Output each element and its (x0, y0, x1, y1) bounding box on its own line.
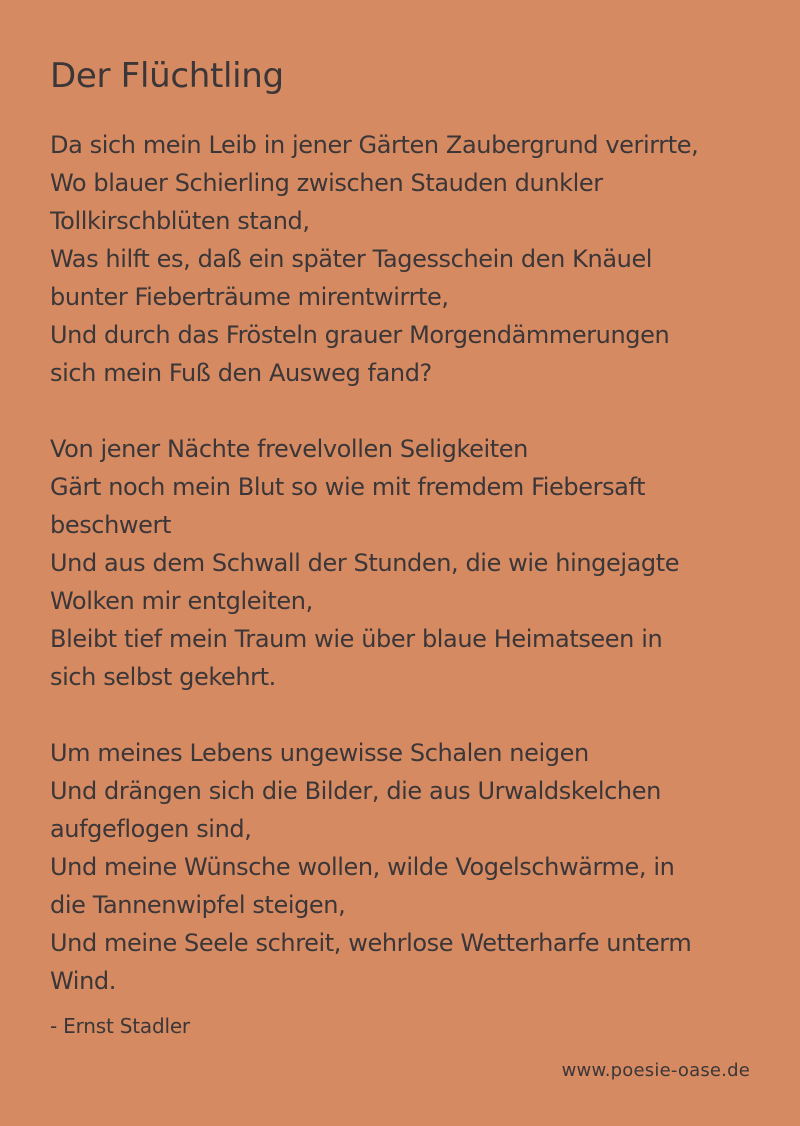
stanza-2 (50, 430, 770, 696)
poem-title: Der Flüchtling (50, 56, 284, 96)
poem-line: Was hilft es, daß ein später Tagesschein den Knäuel (50, 245, 653, 273)
poem-line: Und aus dem Schwall der Stunden, die wie hingejagte (50, 549, 680, 577)
poem-line: Und meine Wünsche wollen, wilde Vogelschwärme, in (50, 853, 675, 881)
poem-line: Tollkirschblüten stand, (50, 207, 310, 235)
poem-line: Wolken mir entgleiten, (50, 587, 313, 615)
poem-line: die Tannenwipfel steigen, (50, 891, 346, 919)
poem-author: - Ernst Stadler (50, 1014, 190, 1038)
poem-line: beschwert (50, 511, 171, 539)
poem-line: Da sich mein Leib in jener Gärten Zaubergrund verirrte, (50, 131, 699, 159)
poem-line: Und meine Seele schreit, wehrlose Wetterharfe unterm (50, 929, 692, 957)
website-url: www.poesie-oase.de (561, 1060, 750, 1081)
poem-line: Um meines Lebens ungewisse Schalen neigen (50, 739, 589, 767)
poem-body (50, 126, 770, 1038)
poem-line: sich selbst gekehrt. (50, 663, 276, 691)
poem-line: bunter Fieberträume mirentwirrte, (50, 283, 449, 311)
poem-line: Und drängen sich die Bilder, die aus Urwaldskelchen (50, 777, 661, 805)
poem-line: Wind. (50, 967, 116, 995)
poem-line: Wo blauer Schierling zwischen Stauden dunkler (50, 169, 603, 197)
stanza-1 (50, 126, 770, 392)
poem-line: aufgeflogen sind, (50, 815, 252, 843)
stanza-3 (50, 734, 770, 1000)
poem-line: sich mein Fuß den Ausweg fand? (50, 359, 432, 387)
poem-line: Von jener Nächte frevelvollen Seligkeiten (50, 435, 528, 463)
poem-line: Und durch das Frösteln grauer Morgendämmerungen (50, 321, 670, 349)
poem-line: Bleibt tief mein Traum wie über blaue Heimatseen in (50, 625, 663, 653)
poem-line: Gärt noch mein Blut so wie mit fremdem Fiebersaft (50, 473, 646, 501)
